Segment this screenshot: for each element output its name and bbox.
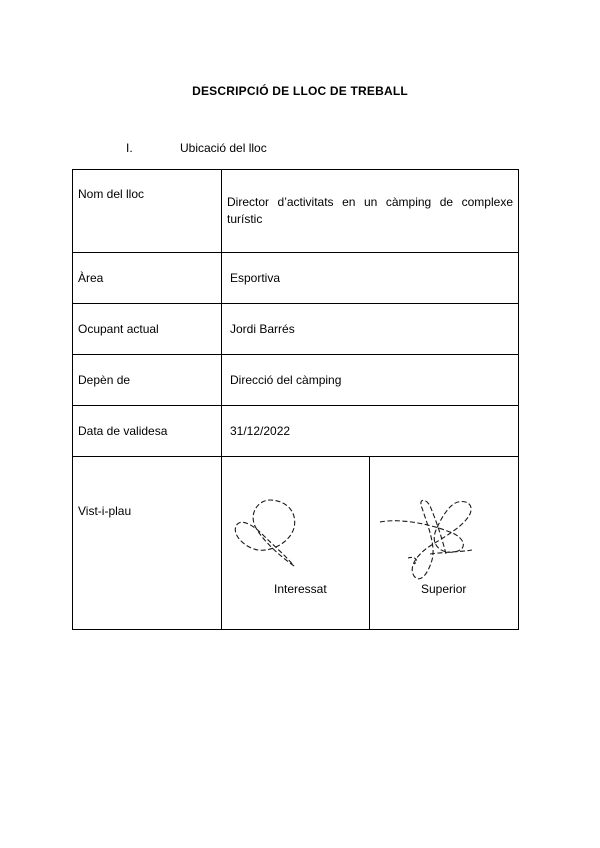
table-row <box>73 304 519 355</box>
row-value-area: Esportiva <box>222 253 519 304</box>
document-title: DESCRIPCIÓ DE LLOC DE TREBALL <box>192 84 408 98</box>
table-row <box>73 170 519 253</box>
job-info-table <box>72 169 519 630</box>
signature-superior <box>370 457 519 630</box>
row-value-valid-date: 31/12/2022 <box>222 406 519 457</box>
section-title: Ubicació del lloc <box>180 141 267 155</box>
row-value-job-name: Director d’activitats en un càmping de complexe turístic <box>222 170 519 253</box>
row-label-approval: Vist-i-plau <box>73 457 222 630</box>
row-label-reports-to: Depèn de <box>73 355 222 406</box>
row-label-job-name: Nom del lloc <box>73 170 222 253</box>
section-number: I. <box>126 141 133 155</box>
row-value-occupant: Jordi Barrés <box>222 304 519 355</box>
signature-interessat <box>222 457 370 630</box>
table-row <box>73 457 519 630</box>
table-row <box>73 253 519 304</box>
table-row <box>73 406 519 457</box>
signatory-label-interessat: Interessat <box>274 582 327 596</box>
signatory-label-superior: Superior <box>421 582 467 596</box>
row-value-reports-to: Direcció del càmping <box>222 355 519 406</box>
table-row <box>73 355 519 406</box>
row-label-valid-date: Data de validesa <box>73 406 222 457</box>
row-label-area: Àrea <box>73 253 222 304</box>
row-label-occupant: Ocupant actual <box>73 304 222 355</box>
